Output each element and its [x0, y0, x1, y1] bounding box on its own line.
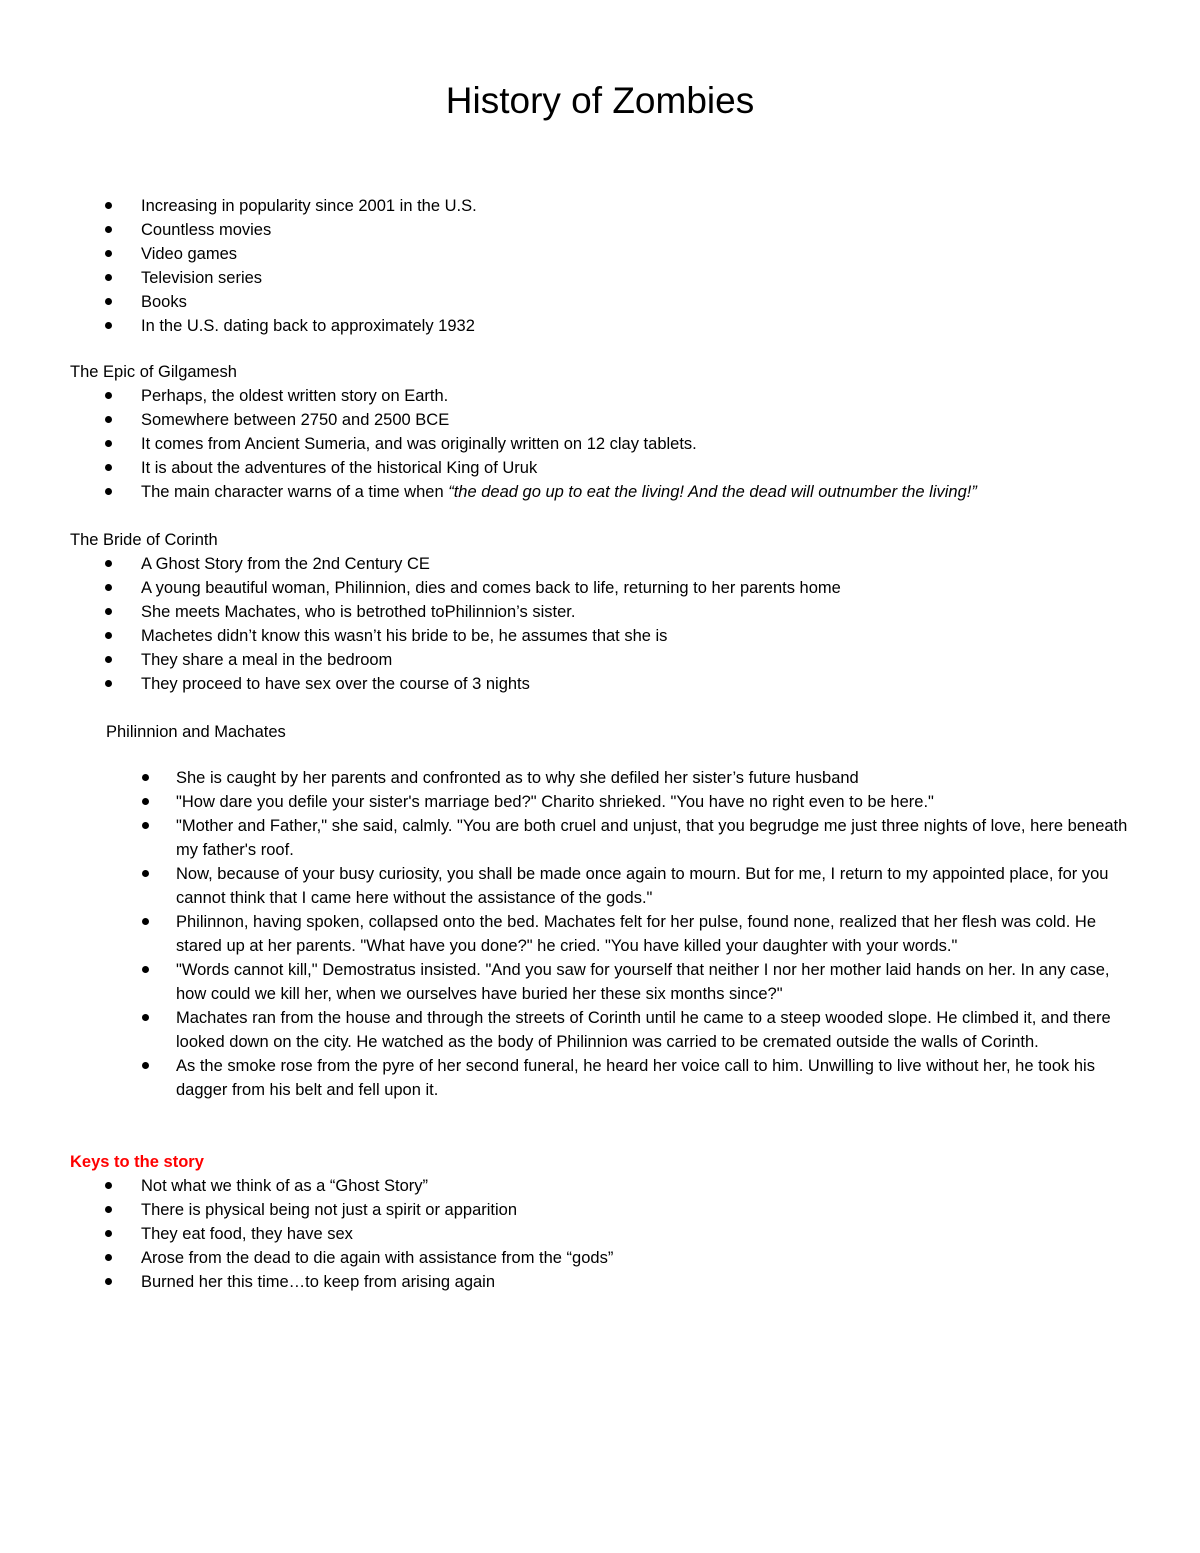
bullet-icon: [105, 560, 112, 567]
philinnion-section: [106, 766, 1136, 1102]
list-item: "Mother and Father," she said, calmly. "You are both cruel and unjust, that you begrudge me just three nights of love, here beneath my father's roof.: [106, 814, 1136, 862]
bullet-icon: [105, 250, 112, 257]
list-item: It is about the adventures of the historical King of Uruk: [70, 456, 1140, 480]
list-item: "How dare you defile your sister's marriage bed?" Charito shrieked. "You have no right even to be here.": [106, 790, 1136, 814]
bullet-icon: [105, 440, 112, 447]
document-title: History of Zombies: [445, 80, 755, 121]
list-item: A young beautiful woman, Philinnion, dies and comes back to life, returning to her parents home: [70, 576, 1140, 600]
section-heading: The Epic of Gilgamesh: [70, 363, 237, 381]
philinnion-heading-block: [106, 720, 1136, 744]
list-item: The main character warns of a time when “the dead go up to eat the living! And the dead will outnumber the living!”: [70, 480, 1140, 504]
bullet-icon: [142, 870, 149, 877]
keys-section: [70, 1150, 1140, 1294]
list-item: Not what we think of as a “Ghost Story”: [70, 1174, 1140, 1198]
list-item: Countless movies: [70, 218, 1140, 242]
section-heading: Keys to the story: [70, 1153, 204, 1171]
bullet-icon: [105, 202, 112, 209]
list-item: Machates ran from the house and through the streets of Corinth until he came to a steep wooded slope. He climbed it, and there looked down on the city. He watched as the body of Philinnion was carried to be cremated outside the walls of Corinth.: [106, 1006, 1136, 1054]
bullet-icon: [105, 1206, 112, 1213]
list-item: They eat food, they have sex: [70, 1222, 1140, 1246]
list-item: There is physical being not just a spirit or apparition: [70, 1198, 1140, 1222]
bullet-icon: [105, 608, 112, 615]
list-item: Machetes didn’t know this wasn’t his bride to be, he assumes that she is: [70, 624, 1140, 648]
list-item: Now, because of your busy curiosity, you shall be made once again to mourn. But for me, I return to my appointed place, for you cannot think that I came here without the assistance of the gods.": [106, 862, 1136, 910]
list-item: Video games: [70, 242, 1140, 266]
section-heading: The Bride of Corinth: [70, 531, 218, 549]
list-item: Philinnon, having spoken, collapsed onto the bed. Machates felt for her pulse, found none, realized that her flesh was cold. He stared up at her parents. "What have you done?" he cried. "You have killed your daughter with your words.": [106, 910, 1136, 958]
list-item: Increasing in popularity since 2001 in the U.S.: [70, 194, 1140, 218]
bullet-icon: [105, 464, 112, 471]
bullet-icon: [142, 1014, 149, 1021]
list-item: As the smoke rose from the pyre of her second funeral, he heard her voice call to him. Unwilling to live without her, he took his dagger from his belt and fell upon it.: [106, 1054, 1136, 1102]
list-item: Somewhere between 2750 and 2500 BCE: [70, 408, 1140, 432]
keys-list: [70, 1174, 1140, 1294]
bullet-icon: [105, 680, 112, 687]
philinnion-list: [106, 766, 1136, 1102]
list-item: They proceed to have sex over the course of 3 nights: [70, 672, 1140, 696]
gilgamesh-section: [70, 360, 1140, 504]
intro-list: [70, 194, 1140, 338]
intro-section: [70, 194, 1140, 338]
bullet-icon: [105, 226, 112, 233]
corinth-section: [70, 528, 1140, 696]
bullet-icon: [105, 1182, 112, 1189]
bullet-icon: [105, 392, 112, 399]
list-item: Television series: [70, 266, 1140, 290]
list-item: Arose from the dead to die again with assistance from the “gods”: [70, 1246, 1140, 1270]
bullet-icon: [142, 1062, 149, 1069]
bullet-icon: [142, 774, 149, 781]
bullet-icon: [105, 416, 112, 423]
list-item: In the U.S. dating back to approximately 1932: [70, 314, 1140, 338]
quoted-text: “the dead go up to eat the living! And the dead will outnumber the living!”: [448, 483, 977, 501]
corinth-list: [70, 552, 1140, 696]
list-item: Burned her this time…to keep from arising again: [70, 1270, 1140, 1294]
bullet-icon: [105, 584, 112, 591]
list-item: She is caught by her parents and confronted as to why she defiled her sister’s future husband: [106, 766, 1136, 790]
list-item: They share a meal in the bedroom: [70, 648, 1140, 672]
bullet-icon: [105, 1254, 112, 1261]
bullet-icon: [105, 656, 112, 663]
bullet-icon: [142, 822, 149, 829]
list-item: A Ghost Story from the 2nd Century CE: [70, 552, 1140, 576]
list-item: It comes from Ancient Sumeria, and was originally written on 12 clay tablets.: [70, 432, 1140, 456]
bullet-icon: [105, 1230, 112, 1237]
bullet-icon: [105, 274, 112, 281]
bullet-icon: [142, 966, 149, 973]
bullet-icon: [142, 798, 149, 805]
bullet-icon: [105, 632, 112, 639]
subsection-heading: Philinnion and Machates: [106, 723, 286, 741]
bullet-icon: [105, 298, 112, 305]
bullet-icon: [105, 488, 112, 495]
list-item: Perhaps, the oldest written story on Earth.: [70, 384, 1140, 408]
gilgamesh-list: [70, 384, 1140, 504]
list-item: "Words cannot kill," Demostratus insisted. "And you saw for yourself that neither I nor her mother laid hands on her. In any case, how could we kill her, when we ourselves have buried her these six months since?": [106, 958, 1136, 1006]
bullet-icon: [105, 1278, 112, 1285]
list-item: She meets Machates, who is betrothed toPhilinnion’s sister.: [70, 600, 1140, 624]
list-item: Books: [70, 290, 1140, 314]
bullet-icon: [142, 918, 149, 925]
bullet-icon: [105, 322, 112, 329]
